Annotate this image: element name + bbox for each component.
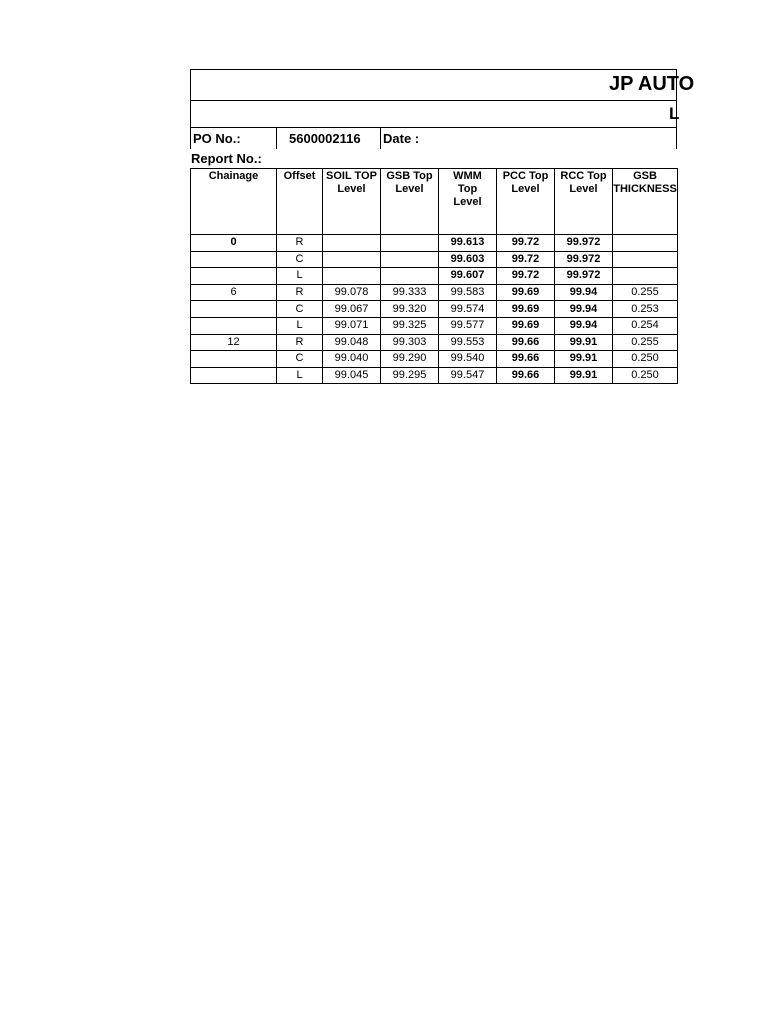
table-row xyxy=(191,251,678,268)
table-cell: 99.94 xyxy=(555,317,613,334)
table-cell: 99.078 xyxy=(323,284,381,301)
table-cell: 99.325 xyxy=(381,317,439,334)
table-cell: 0 xyxy=(191,235,277,252)
col-header: Offset xyxy=(277,169,323,235)
table-cell: R xyxy=(277,235,323,252)
table-cell: 99.72 xyxy=(497,251,555,268)
table-cell: 99.972 xyxy=(555,268,613,285)
date-label: Date : xyxy=(383,131,420,146)
table-cell xyxy=(323,251,381,268)
col-header: PCC Top Level xyxy=(497,169,555,235)
table-cell: L xyxy=(277,268,323,285)
table-cell: 99.607 xyxy=(439,268,497,285)
table-cell: 99.613 xyxy=(439,235,497,252)
col-header: WMM Top Level xyxy=(439,169,497,235)
table-cell xyxy=(191,367,277,384)
table-cell xyxy=(381,235,439,252)
table-cell: 99.972 xyxy=(555,235,613,252)
report-number-label: Report No.: xyxy=(191,151,262,166)
table-cell: 99.91 xyxy=(555,351,613,368)
table-cell xyxy=(191,268,277,285)
table-cell: 99.91 xyxy=(555,367,613,384)
table-cell xyxy=(381,268,439,285)
po-number: 5600002116 xyxy=(277,128,381,149)
table-cell xyxy=(613,268,678,285)
table-cell: 99.69 xyxy=(497,317,555,334)
table-cell: 99.303 xyxy=(381,334,439,351)
table-cell: 99.972 xyxy=(555,251,613,268)
table-cell: 99.583 xyxy=(439,284,497,301)
table-cell: 12 xyxy=(191,334,277,351)
table-cell: 99.72 xyxy=(497,268,555,285)
col-header: GSB THICKNESS xyxy=(613,169,678,235)
levels-table xyxy=(190,168,678,384)
table-row xyxy=(191,235,678,252)
table-cell: L xyxy=(277,367,323,384)
col-header: Chainage xyxy=(191,169,277,235)
table-cell: 99.66 xyxy=(497,367,555,384)
table-cell: 99.69 xyxy=(497,301,555,318)
table-cell: 0.254 xyxy=(613,317,678,334)
table-cell: 99.048 xyxy=(323,334,381,351)
table-cell: C xyxy=(277,301,323,318)
table-cell: 99.69 xyxy=(497,284,555,301)
table-cell: 99.045 xyxy=(323,367,381,384)
table-cell: 99.577 xyxy=(439,317,497,334)
table-cell xyxy=(613,235,678,252)
table-cell: 0.250 xyxy=(613,351,678,368)
table-cell: 6 xyxy=(191,284,277,301)
col-header: GSB Top Level xyxy=(381,169,439,235)
table-row xyxy=(191,367,678,384)
subtitle-row xyxy=(190,100,680,127)
table-cell: 99.547 xyxy=(439,367,497,384)
table-cell: C xyxy=(277,251,323,268)
table-cell xyxy=(323,268,381,285)
table-row xyxy=(191,317,678,334)
table-cell: 99.94 xyxy=(555,284,613,301)
table-cell: 99.553 xyxy=(439,334,497,351)
table-cell xyxy=(613,251,678,268)
table-cell: 99.333 xyxy=(381,284,439,301)
table-header-row xyxy=(191,169,678,235)
table-row xyxy=(191,301,678,318)
table-cell: 99.290 xyxy=(381,351,439,368)
table-cell xyxy=(323,235,381,252)
report-subtitle: L xyxy=(669,104,680,123)
table-cell: L xyxy=(277,317,323,334)
table-cell: 99.66 xyxy=(497,351,555,368)
table-cell xyxy=(191,351,277,368)
report-sheet xyxy=(190,69,695,384)
table-cell: 99.574 xyxy=(439,301,497,318)
table-cell: 99.320 xyxy=(381,301,439,318)
table-cell: R xyxy=(277,284,323,301)
company-title: JP AUTO xyxy=(609,73,695,95)
table-cell: 0.253 xyxy=(613,301,678,318)
table-row xyxy=(191,334,678,351)
table-row xyxy=(191,351,678,368)
company-title-row xyxy=(190,69,695,100)
table-cell: 99.94 xyxy=(555,301,613,318)
table-cell xyxy=(191,317,277,334)
table-cell xyxy=(191,251,277,268)
table-row xyxy=(191,268,678,285)
table-cell: 99.603 xyxy=(439,251,497,268)
table-cell: 99.72 xyxy=(497,235,555,252)
col-header: SOIL TOP Level xyxy=(323,169,381,235)
table-cell: 0.255 xyxy=(613,284,678,301)
col-header: RCC Top Level xyxy=(555,169,613,235)
table-cell: C xyxy=(277,351,323,368)
table-cell: 99.66 xyxy=(497,334,555,351)
table-row xyxy=(191,284,678,301)
table-cell: 99.540 xyxy=(439,351,497,368)
table-cell xyxy=(191,301,277,318)
table-cell: 99.071 xyxy=(323,317,381,334)
table-cell: R xyxy=(277,334,323,351)
po-label: PO No.: xyxy=(191,128,277,149)
report-number-row xyxy=(190,149,677,168)
table-cell: 99.91 xyxy=(555,334,613,351)
table-cell: 99.040 xyxy=(323,351,381,368)
table-cell: 0.255 xyxy=(613,334,678,351)
table-cell: 99.295 xyxy=(381,367,439,384)
table-cell: 0.250 xyxy=(613,367,678,384)
po-row xyxy=(190,127,677,149)
table-cell xyxy=(381,251,439,268)
table-cell: 99.067 xyxy=(323,301,381,318)
